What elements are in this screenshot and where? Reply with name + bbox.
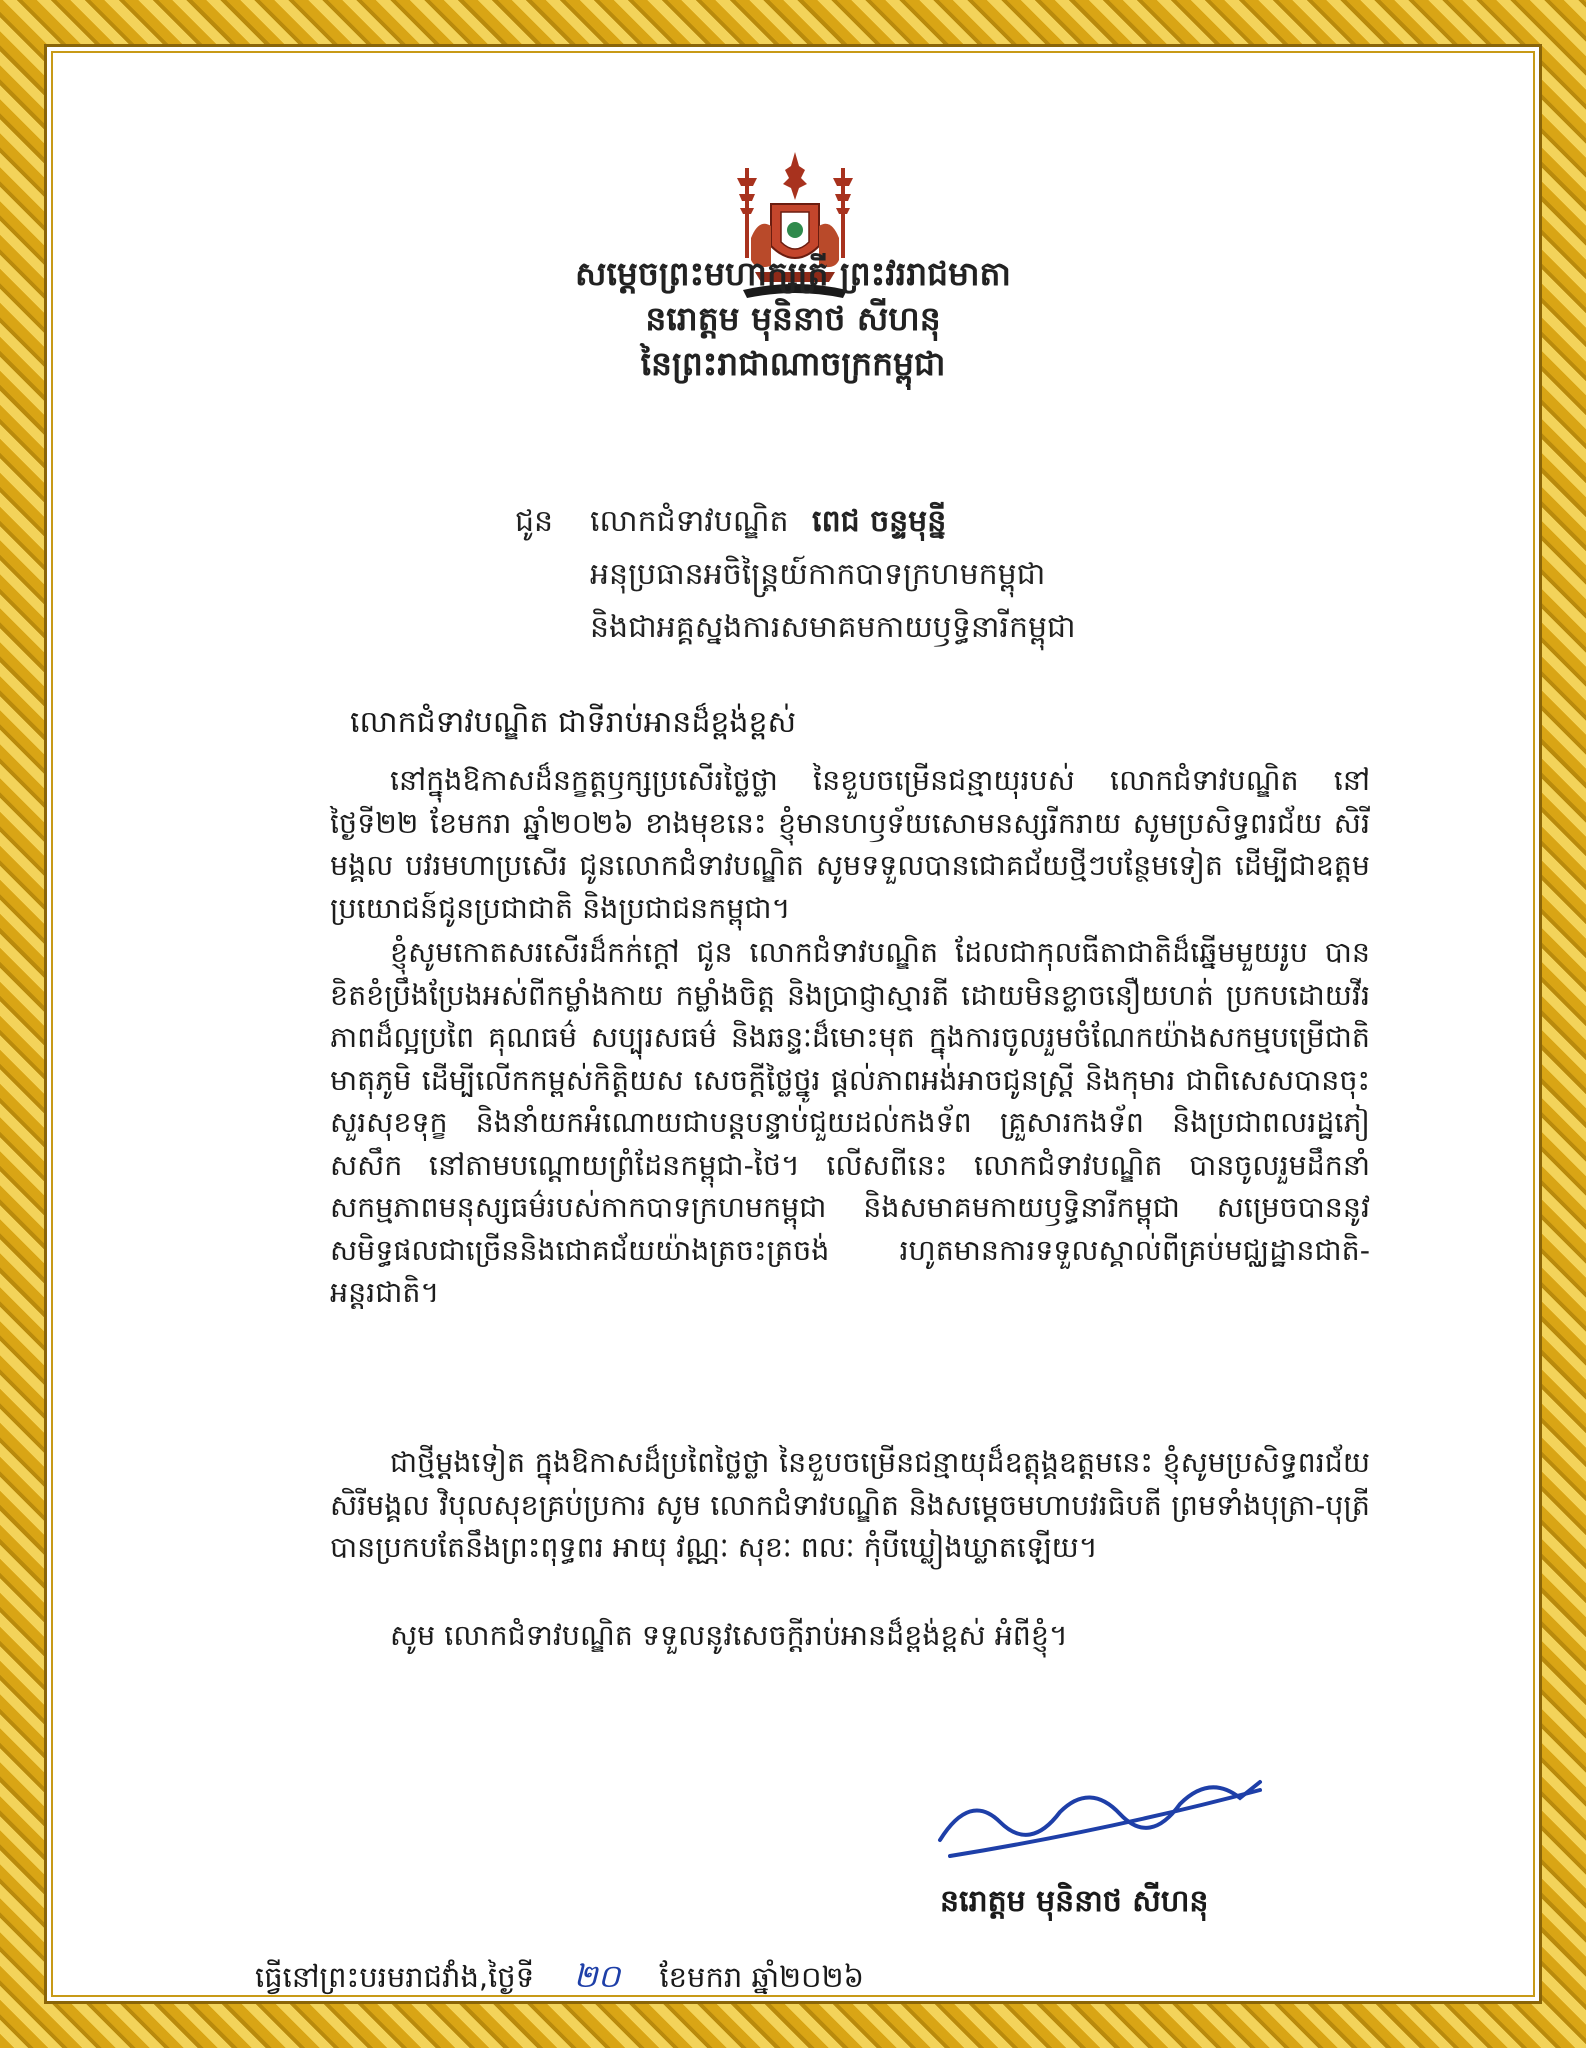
recipient-title: លោកជំទាវបណ្ឌិត (590, 504, 789, 539)
signatory-name: នរោត្តម មុនិនាថ សីហនុ (940, 1884, 1209, 1919)
paragraph-text: ជាថ្មីម្ដងទៀត ក្នុងឱកាសដ៏ប្រពៃថ្លៃថ្លា នៃខួបចម្រើនជន្មាយុដ៏ឧត្តុង្គឧត្តមនេះ ខ្ញុំសូមប្រសិទ្ធពរជ័យ សិរីមង្គល វិបុលសុខគ្រប់ប្រការ សូម លោកជំទាវបណ្ឌិត និងសម្ដេចមហាបវរធិបតី ព្រមទាំងបុត្រា-បុត្រី បានប្រកបតែនឹងព្រះពុទ្ធពរ អាយុ វណ្ណៈ សុខៈ ពលៈ កុំបីឃ្លៀងឃ្លាតឡើយ។ (330, 1446, 1370, 1564)
paragraph-4 (330, 1615, 1370, 1658)
paragraph-3 (330, 1442, 1370, 1570)
recipient-role-1: អនុប្រធានអចិន្ត្រៃយ៍កាកបាទក្រហមកម្ពុជា (590, 557, 1046, 592)
paragraph-text: នៅក្នុងឱកាសដ៏នក្ខត្តឫក្សប្រសើរថ្លៃថ្លា នៃខួបចម្រើនជន្មាយុរបស់ លោកជំទាវបណ្ឌិត នៅថ្ងៃទី២២ ខែមករា ឆ្នាំ២០២៦ ខាងមុខនេះ ខ្ញុំមានហឫទ័យសោមនស្សរីករាយ សូមប្រសិទ្ធពរជ័យ សិរីមង្គល បវរមហាប្រសើរ ជូនលោកជំទាវបណ្ឌិត សូមទទួលបានជោគជ័យថ្មីៗបន្ថែមទៀត ដើម្បីជាឧត្តមប្រយោជន៍ជូនប្រជាជាតិ និងប្រជាជនកម្ពុជា។ (330, 764, 1370, 925)
letter-page (60, 60, 1526, 1995)
date-suffix: ខែមករា ឆ្នាំ២០២៦ (659, 1960, 865, 1994)
date-prefix: ធ្វើនៅព្រះបរមរាជវាំង,ថ្ងៃទី (255, 1960, 535, 1994)
paragraph-text: សូម លោកជំទាវបណ្ឌិត ទទួលនូវសេចក្ដីរាប់អានដ៏ខ្ពង់ខ្ពស់ អំពីខ្ញុំ។ (390, 1619, 1068, 1652)
date-line (255, 1956, 864, 1997)
date-day-handwritten: ២០ (573, 1957, 621, 1995)
paragraph-text: ខ្ញុំសូមកោតសរសើរដ៏កក់ក្ដៅ ជូន លោកជំទាវបណ្ឌិត ដែលជាកុលធីតាជាតិដ៏ឆ្នើមមួយរូប បានខិតខំប្រឹងប្រែងអស់ពីកម្លាំងកាយ កម្លាំងចិត្ត និងប្រាជ្ញាស្មារតី ដោយមិនខ្លាចនឿយហត់ ប្រកបដោយវីរភាពដ៏ល្អប្រពៃ គុណធម៌ សប្បុរសធម៌ និងឆន្ទៈដ៏មោះមុត ក្នុងការចូលរួមចំណែកយ៉ាងសកម្មបម្រើជាតិ មាតុភូមិ ដើម្បីលើកកម្ពស់កិត្តិយស សេចក្ដីថ្លៃថ្នូរ ផ្ដល់ភាពអង់អាចជូនស្ត្រី និងកុមារ ជាពិសេសបានចុះសួរសុខទុក្ខ និងនាំយកអំណោយជាបន្តបន្ទាប់ជួយដល់កងទ័ព គ្រួសារកងទ័ព និងប្រជាពលរដ្ឋភៀសសឹក នៅតាមបណ្ដោយព្រំដែនកម្ពុជា-ថៃ។ លើសពីនេះ លោកជំទាវបណ្ឌិត បានចូលរួមដឹកនាំសកម្មភាពមនុស្សធម៌របស់កាកបាទក្រហមកម្ពុជា និងសមាគមកាយឫទ្ធិនារីកម្ពុជា សម្រេចបាននូវសមិទ្ធផលជាច្រើននិងជោគជ័យយ៉ាងត្រចះត្រចង់ រហូតមានការទទួលស្គាល់ពីគ្រប់មជ្ឈដ្ឋានជាតិ-អន្តរជាតិ។ (330, 936, 1370, 1309)
paragraph-2 (330, 932, 1370, 1315)
recipient-role-2: និងជាអគ្គស្នងការសមាគមកាយឫទ្ធិនារីកម្ពុជា (590, 610, 1076, 645)
header-title: សម្ដេចព្រះមហាក្សត្រី ព្រះវររាជមាតា (575, 254, 1011, 293)
paragraph-1 (330, 760, 1370, 930)
recipient-to-label: ជូន (515, 504, 554, 539)
header-kingdom: នៃព្រះរាជាណាចក្រកម្ពុជា (640, 344, 946, 383)
header-name: នរោត្តម មុនិនាថ សីហនុ (645, 299, 941, 338)
recipient-name: ពេជ ចន្ទមុន្នី (812, 504, 947, 539)
recipient-title-line (590, 502, 946, 542)
salutation: លោកជំទាវបណ្ឌិត ជាទីរាប់អានដ៏ខ្ពង់ខ្ពស់ (350, 705, 797, 740)
handwritten-signature (930, 1752, 1290, 1872)
